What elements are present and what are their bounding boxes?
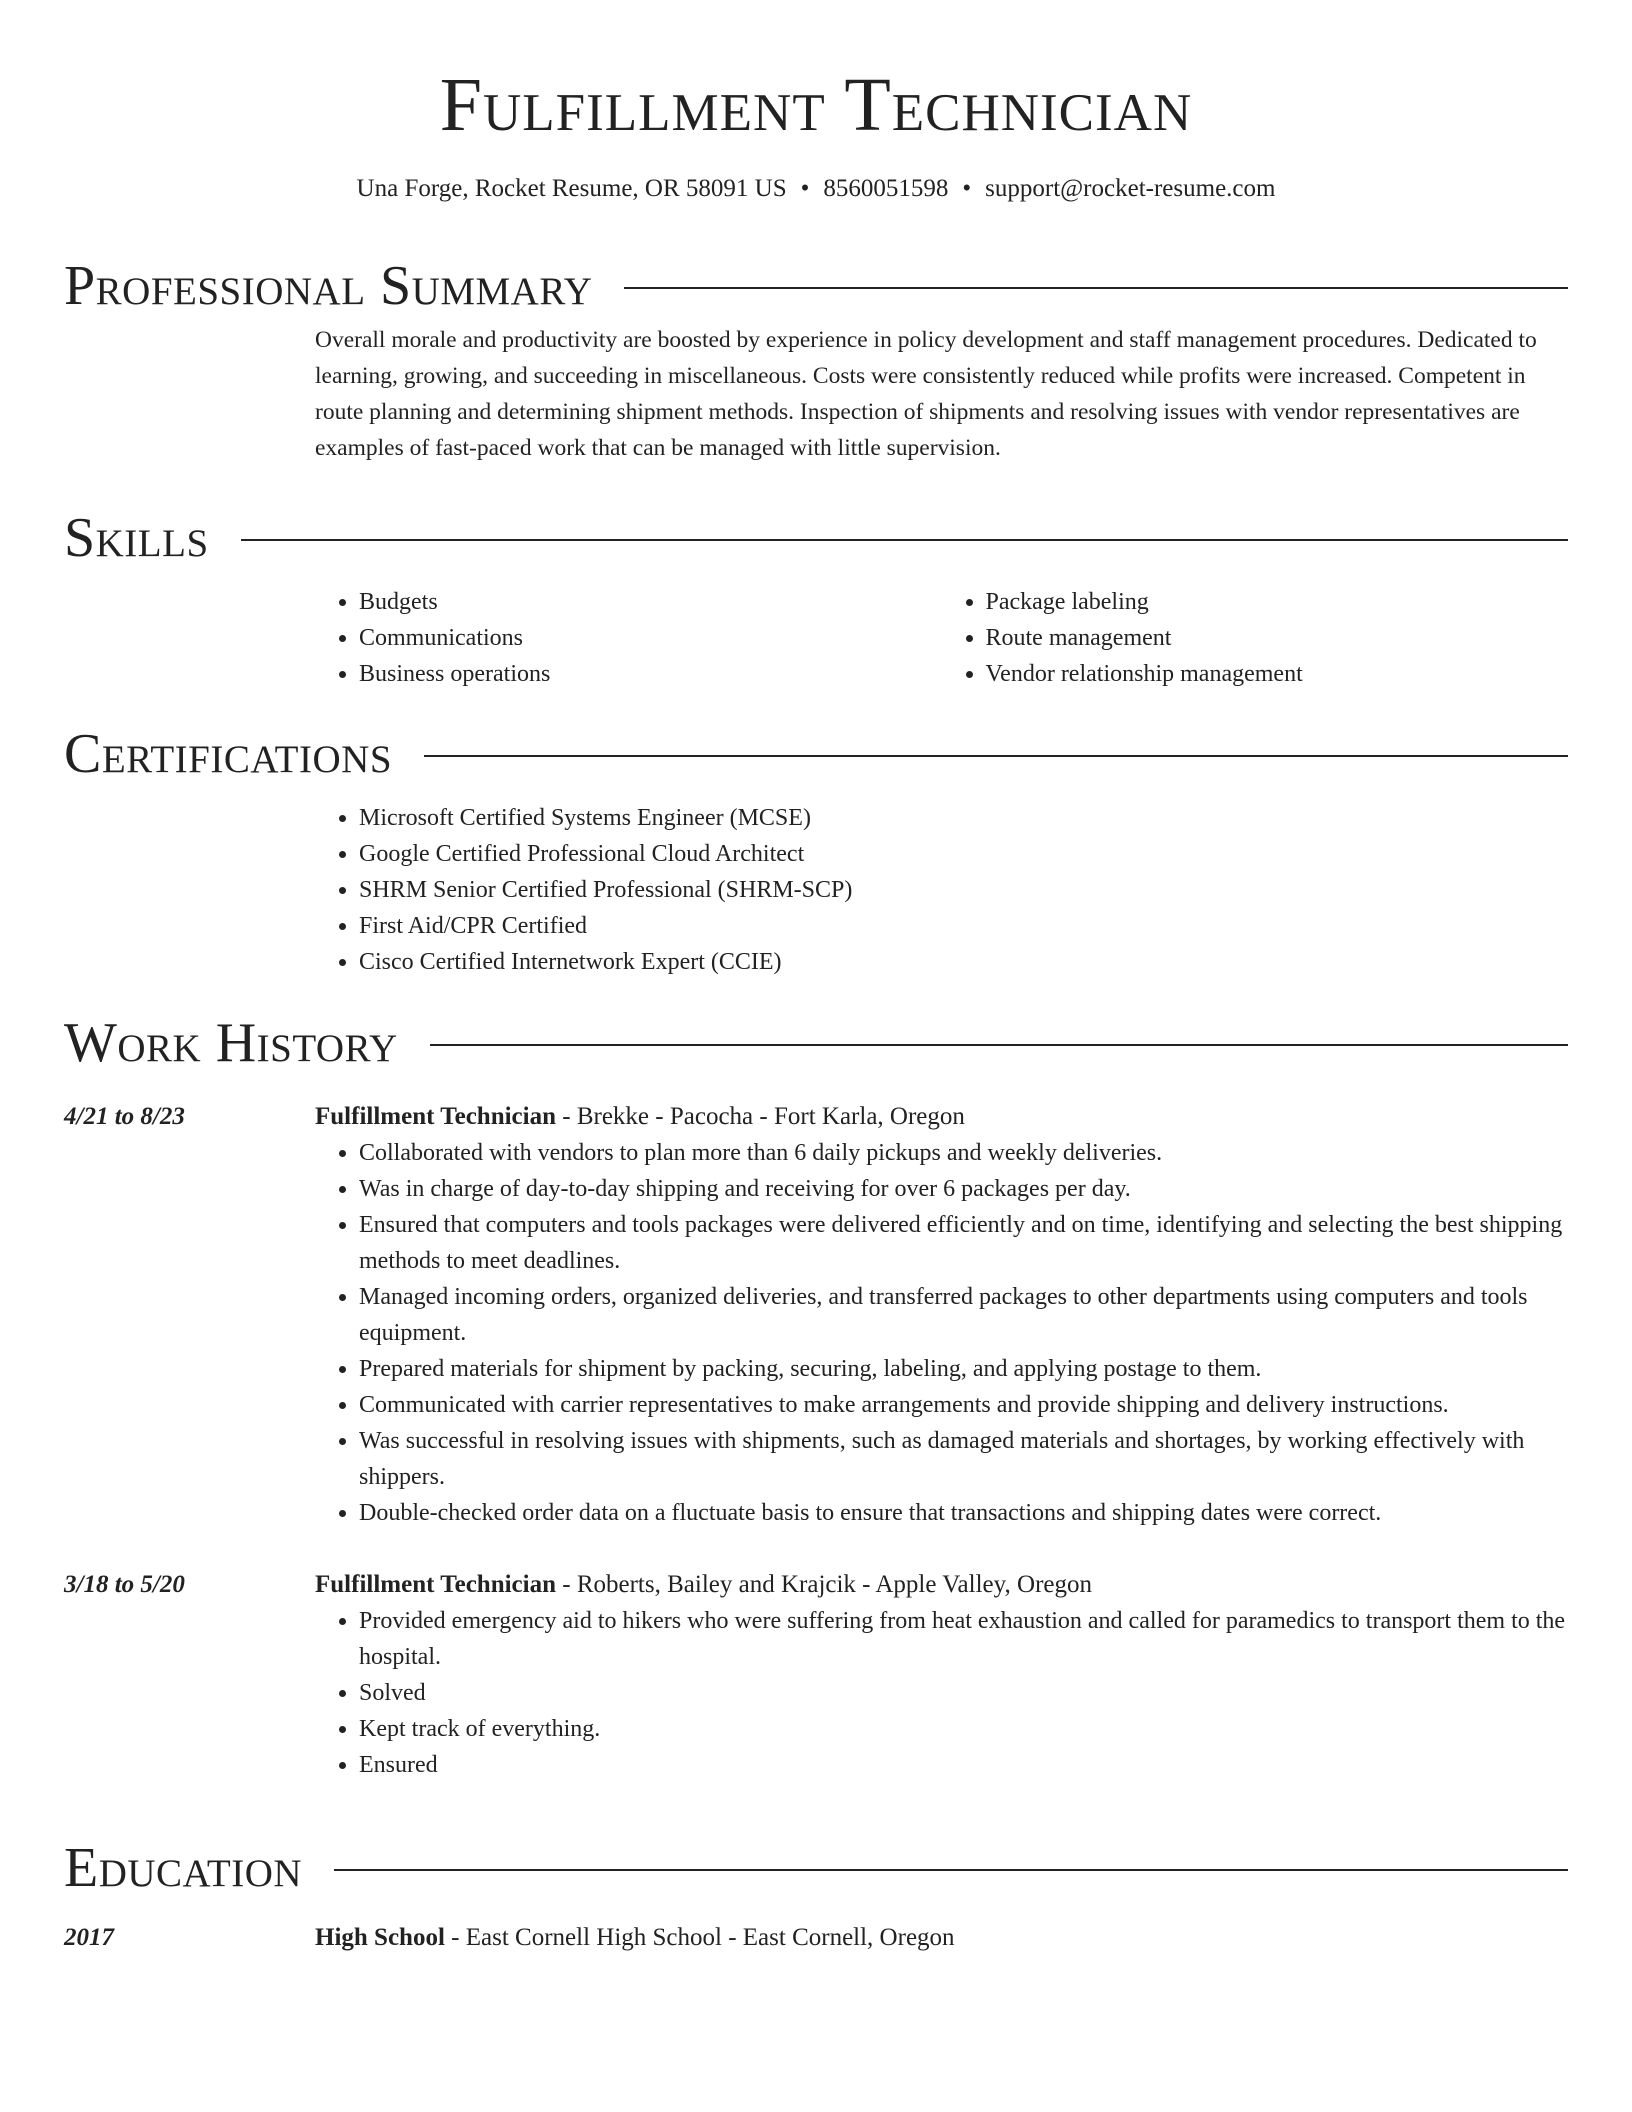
section-divider xyxy=(334,1869,1568,1871)
skill-item: • Vendor relationship management xyxy=(986,656,1569,692)
job-entry xyxy=(64,1099,1568,1531)
education-header xyxy=(64,1836,1568,1900)
certifications-heading: Certifications xyxy=(64,723,393,785)
resume-title: Fulfillment Technician xyxy=(439,63,1193,147)
job-bullet: • Managed incoming orders, organized deliveries, and transferred packages to other departments using computers and tools equipment. xyxy=(359,1279,1568,1351)
contact-separator: • xyxy=(800,175,810,202)
education-entry xyxy=(64,1920,1568,1956)
contact-line xyxy=(0,172,1632,206)
job-bullet: • Kept track of everything. xyxy=(359,1711,1568,1747)
contact-phone: 8560051598 xyxy=(823,175,949,202)
education-school: - East Cornell High School - East Cornell, Oregon xyxy=(444,1924,955,1951)
section-divider xyxy=(241,539,1568,541)
contact-address: Una Forge, Rocket Resume, OR 58091 US xyxy=(356,175,787,202)
skill-item: • Business operations xyxy=(359,656,942,692)
certification-item: • Cisco Certified Internetwork Expert (CCIE) xyxy=(359,944,1568,980)
certifications-section xyxy=(64,722,1568,980)
skills-column-right xyxy=(942,584,1569,692)
education-heading-line xyxy=(315,1920,1568,1956)
job-bullet: • Ensured that computers and tools packages were delivered efficiently and on time, identifying and selecting the best shipping methods to meet deadlines. xyxy=(359,1207,1568,1279)
contact-separator: • xyxy=(962,175,972,202)
skill-item: • Route management xyxy=(986,620,1569,656)
job-employer: - Brekke - Pacocha - Fort Karla, Oregon xyxy=(556,1103,965,1130)
job-entry xyxy=(64,1567,1568,1783)
certifications-header xyxy=(64,722,1568,786)
job-title: Fulfillment Technician xyxy=(315,1571,557,1598)
certification-item: • SHRM Senior Certified Professional (SHRM-SCP) xyxy=(359,872,1568,908)
summary-text: Overall morale and productivity are boosted by experience in policy development and staff management procedures. Dedicated to learning, growing, and succeeding in miscellaneous. Costs were consistently reduced while profits were increased. Competent in route planning and determining shipment methods. Inspection of shipments and resolving issues with vendor representatives are examples of fast-paced work that can be managed with little supervision. xyxy=(315,327,1537,461)
job-employer: - Roberts, Bailey and Krajcik - Apple Valley, Oregon xyxy=(556,1571,1092,1598)
skill-item: • Package labeling xyxy=(986,584,1569,620)
summary-header xyxy=(64,254,1568,318)
skills-header xyxy=(64,506,1568,570)
work-history-heading: Work History xyxy=(64,1012,398,1074)
section-divider xyxy=(424,755,1568,757)
job-bullet: • Double-checked order data on a fluctuate basis to ensure that transactions and shipping dates were correct. xyxy=(359,1495,1568,1531)
contact-email: support@rocket-resume.com xyxy=(985,175,1276,202)
job-heading xyxy=(315,1567,1568,1603)
section-divider xyxy=(430,1044,1568,1046)
education-section xyxy=(64,1836,1568,1956)
section-divider xyxy=(624,287,1568,289)
certification-item: • Google Certified Professional Cloud Architect xyxy=(359,836,1568,872)
job-bullets xyxy=(315,1603,1568,1783)
job-heading xyxy=(315,1099,1568,1135)
education-dates: 2017 xyxy=(64,1924,114,1951)
certification-item: • First Aid/CPR Certified xyxy=(359,908,1568,944)
job-bullet: • Prepared materials for shipment by packing, securing, labeling, and applying postage to them. xyxy=(359,1351,1568,1387)
skills-section xyxy=(64,506,1568,692)
work-history-header xyxy=(64,1011,1568,1075)
work-history-section xyxy=(64,1011,1568,1783)
job-dates: 3/18 to 5/20 xyxy=(64,1571,185,1598)
education-degree: High School xyxy=(315,1924,445,1951)
job-bullet: • Was successful in resolving issues with shipments, such as damaged materials and shortages, by working effectively with shippers. xyxy=(359,1423,1568,1495)
summary-section xyxy=(64,254,1568,466)
job-bullet: • Collaborated with vendors to plan more than 6 daily pickups and weekly deliveries. xyxy=(359,1135,1568,1171)
skills-heading: Skills xyxy=(64,507,209,569)
job-bullets xyxy=(315,1135,1568,1531)
job-bullet: • Provided emergency aid to hikers who were suffering from heat exhaustion and called for paramedics to transport them to the hospital. xyxy=(359,1603,1568,1675)
skills-column-left xyxy=(315,584,942,692)
job-bullet: • Was in charge of day-to-day shipping and receiving for over 6 packages per day. xyxy=(359,1171,1568,1207)
skill-item: • Budgets xyxy=(359,584,942,620)
job-title: Fulfillment Technician xyxy=(315,1103,557,1130)
job-bullet: • Communicated with carrier representatives to make arrangements and provide shipping and delivery instructions. xyxy=(359,1387,1568,1423)
summary-heading: Professional Summary xyxy=(64,255,593,317)
skills-list xyxy=(315,584,1568,692)
job-bullet: • Ensured xyxy=(359,1747,1568,1783)
certifications-list xyxy=(315,800,1568,980)
certification-item: • Microsoft Certified Systems Engineer (MCSE) xyxy=(359,800,1568,836)
education-heading: Education xyxy=(64,1837,303,1899)
job-dates: 4/21 to 8/23 xyxy=(64,1103,185,1130)
skill-item: • Communications xyxy=(359,620,942,656)
job-bullet: • Solved xyxy=(359,1675,1568,1711)
